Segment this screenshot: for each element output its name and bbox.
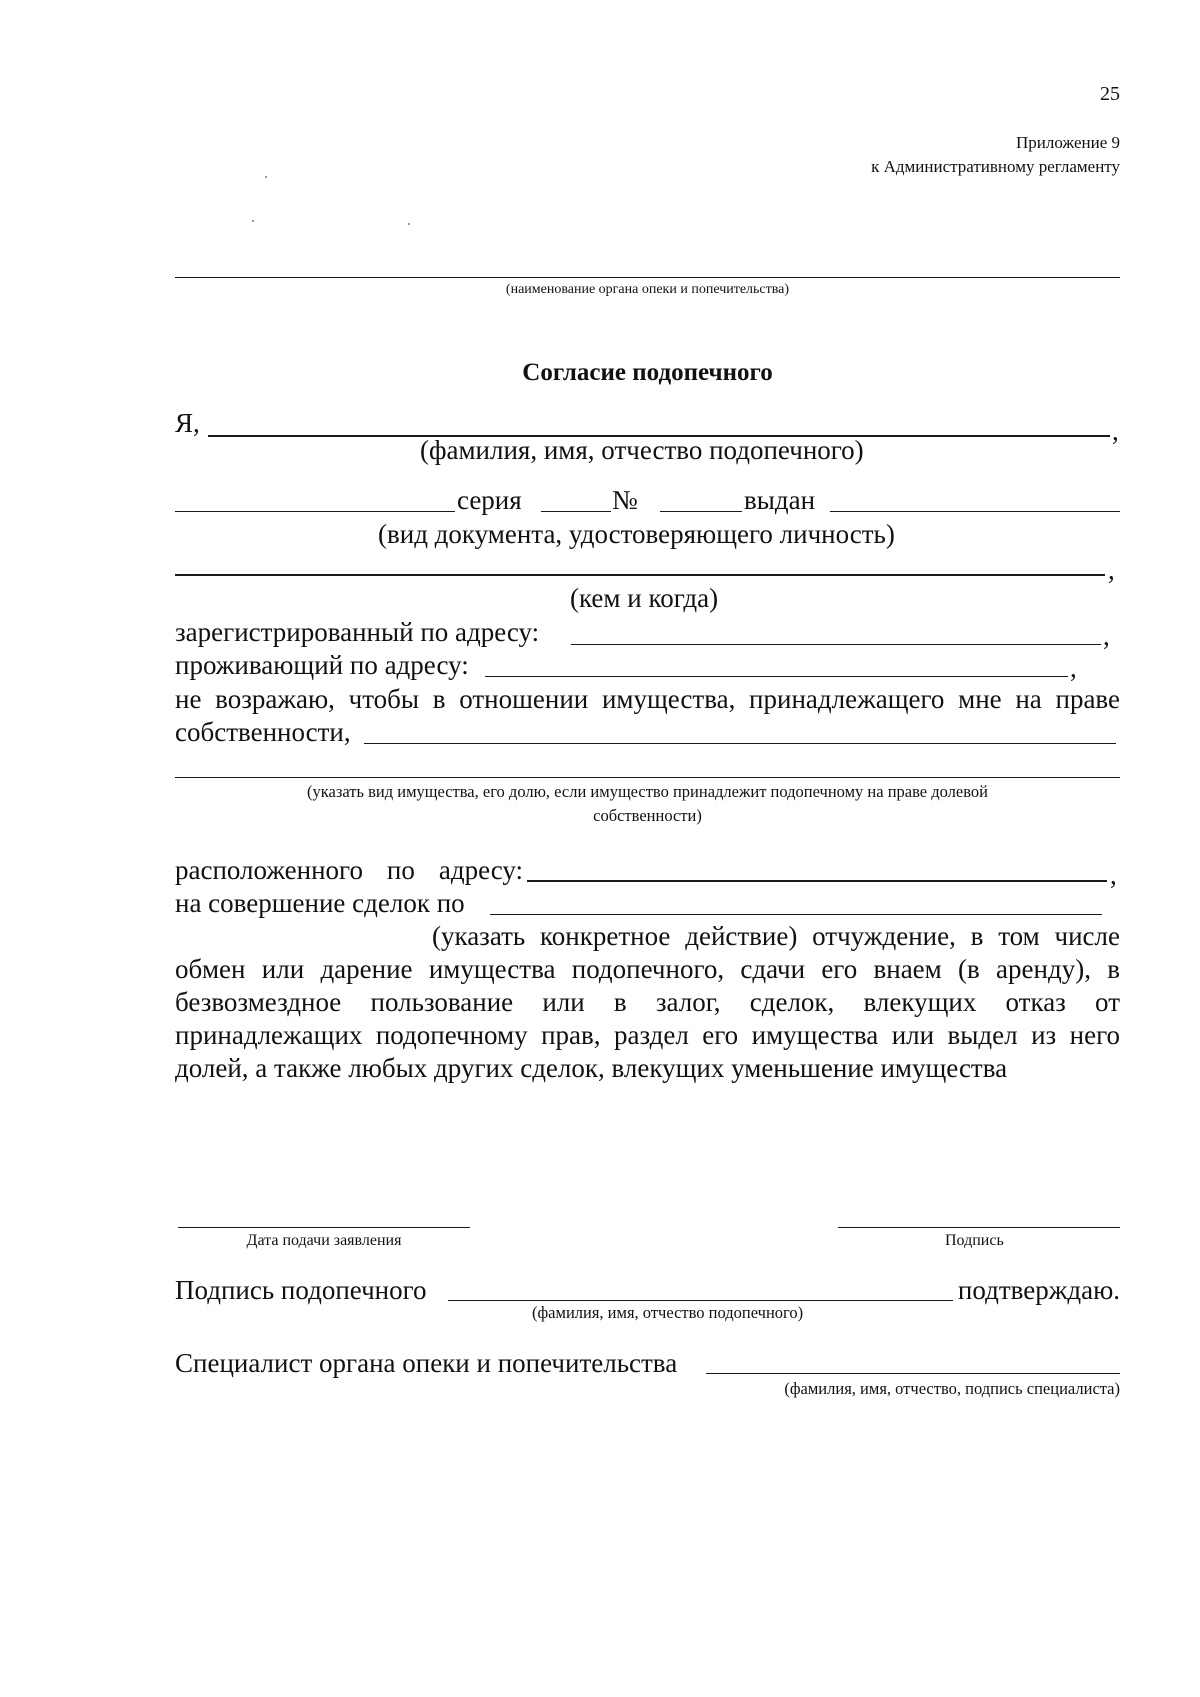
authority-caption: (наименование органа опеки и попечительства) (505, 282, 790, 297)
living-line (485, 676, 1068, 677)
signature-caption: Подпись (945, 1232, 1004, 1249)
document-title: Согласие подопечного (522, 359, 773, 386)
date-caption: Дата подачи заявления (246, 1232, 402, 1249)
doc-type-line (175, 511, 455, 512)
body-line-1: (указать конкретное действие) отчуждение, в том числе (432, 921, 1120, 951)
registered-label: зарегистрированный по адресу: (175, 617, 540, 647)
by-whom-comma: , (1108, 555, 1115, 585)
body-line-5: долей, а также любых других сделок, влекущих уменьшение имущества (175, 1053, 1008, 1083)
fio-line-comma: , (1112, 416, 1119, 446)
page-number: 25 (1100, 83, 1120, 105)
scan-speck (265, 176, 267, 178)
no-objection-line: не возражаю, чтобы в отношении имущества, принадлежащего мне на праве (175, 684, 1120, 714)
series-label: серия (457, 485, 522, 515)
signature-line (838, 1227, 1120, 1228)
doc-caption: (вид документа, удостоверяющего личность) (378, 519, 895, 549)
ownership-label: собственности, (175, 717, 351, 747)
located-label: расположенного по адресу: (175, 855, 523, 885)
date-line (178, 1227, 470, 1228)
specialist-label: Специалист органа опеки и попечительства (175, 1348, 678, 1378)
registered-comma: , (1103, 621, 1110, 651)
located-line (527, 880, 1107, 882)
body-line-3: безвозмездное пользование или в залог, сделок, влекущих отказ от (175, 987, 1120, 1017)
by-whom-line (175, 574, 1105, 576)
ownership-line (364, 743, 1116, 744)
issued-line (830, 511, 1120, 512)
property-caption-line-1: (указать вид имущества, его долю, если имущество принадлежит подопечному на праве долевой (306, 782, 988, 801)
i-prefix: Я, (175, 408, 200, 438)
number-label: № (612, 485, 638, 515)
specialist-line (706, 1373, 1120, 1374)
series-line (541, 511, 611, 512)
appendix-line-2: к Административному регламенту (871, 157, 1120, 176)
registered-line (571, 644, 1101, 645)
body-line-4: принадлежащих подопечному прав, раздел его имущества или выдел из него (175, 1020, 1120, 1050)
issued-label: выдан (744, 485, 816, 515)
property-line (175, 777, 1120, 778)
specialist-caption: (фамилия, имя, отчество, подпись специалиста) (784, 1379, 1120, 1398)
scan-speck (252, 220, 254, 222)
deals-label: на совершение сделок по (175, 888, 465, 918)
fio-caption: (фамилия, имя, отчество подопечного) (420, 435, 864, 465)
ward-fio-caption: (фамилия, имя, отчество подопечного) (532, 1303, 804, 1322)
number-line (660, 511, 742, 512)
by-whom-caption: (кем и когда) (570, 583, 719, 613)
living-label: проживающий по адресу: (175, 650, 469, 680)
deals-line (490, 914, 1102, 915)
confirm-label: подтверждаю. (957, 1275, 1120, 1305)
body-line-2: обмен или дарение имущества подопечного, сдачи его внаем (в аренду), в (175, 954, 1120, 984)
ward-signature-line (448, 1300, 953, 1301)
appendix-line-1: Приложение 9 (1016, 133, 1120, 152)
located-comma: , (1110, 860, 1117, 890)
property-caption-line-2: собственности) (593, 806, 702, 825)
ward-signature-label: Подпись подопечного (175, 1275, 427, 1305)
living-comma: , (1070, 653, 1077, 683)
authority-name-line (175, 277, 1120, 278)
scan-speck (408, 223, 410, 225)
